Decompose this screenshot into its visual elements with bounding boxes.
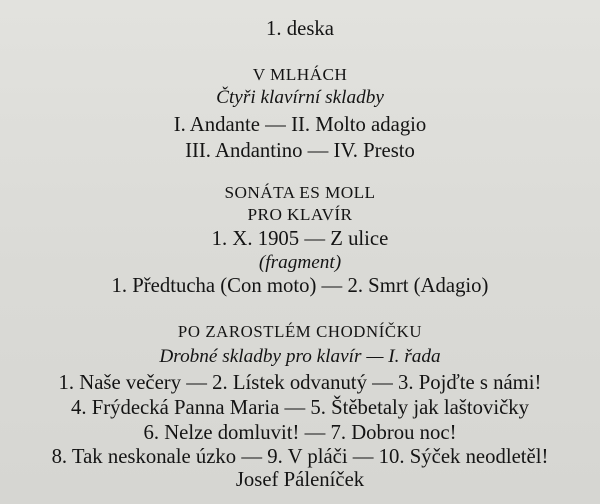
section3-pieces-line2: 4. Frýdecká Panna Maria — 5. Štěbetaly jak laštovičky bbox=[71, 397, 529, 419]
section3-pieces-line3: 6. Nelze domluvit! — 7. Dobrou noc! bbox=[143, 422, 457, 444]
section1-movements-line1: I. Andante — II. Molto adagio bbox=[173, 114, 427, 136]
section1-title: V MLHÁCH bbox=[252, 65, 348, 84]
section2-title-line1: SONÁTA ES MOLL bbox=[224, 183, 376, 202]
section3-subtitle: Drobné skladby pro klavír — I. řada bbox=[159, 346, 441, 367]
section3-title: PO ZAROSTLÉM CHODNÍČKU bbox=[177, 322, 423, 341]
section3-pieces-line4: 8. Tak neskonale úzko — 9. V pláči — 10. Sýček neodletěl! bbox=[51, 446, 549, 468]
section2-title-line2: PRO KLAVÍR bbox=[247, 205, 353, 224]
section2-movements: 1. Předtucha (Con moto) — 2. Smrt (Adagio) bbox=[111, 275, 489, 297]
disc-label: 1. deska bbox=[266, 18, 334, 40]
performer-name: Josef Páleníček bbox=[235, 469, 365, 491]
section3-pieces-line1: 1. Naše večery — 2. Lístek odvanutý — 3. Pojďte s námi! bbox=[58, 372, 542, 394]
section2-date: 1. X. 1905 — Z ulice bbox=[211, 228, 389, 250]
section1-movements-line2: III. Andantino — IV. Presto bbox=[185, 140, 415, 162]
section1-subtitle: Čtyři klavírní skladby bbox=[216, 87, 384, 108]
section2-note: (fragment) bbox=[258, 252, 342, 273]
